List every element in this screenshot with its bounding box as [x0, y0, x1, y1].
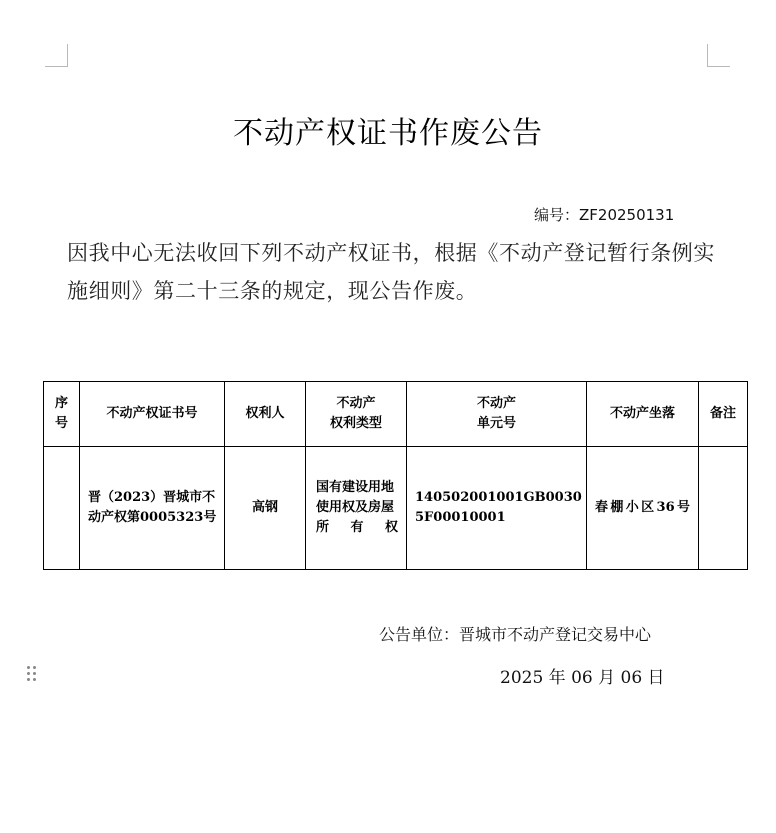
cell-remark	[699, 447, 748, 570]
document-number: 编号：ZF20250131	[534, 206, 675, 224]
header-cert-no: 不动产权证书号	[80, 382, 225, 447]
header-seq	[44, 382, 80, 447]
header-right-type-line1: 不动产	[336, 396, 376, 411]
table-row	[44, 447, 748, 570]
cell-unit-no: 140502001001GB00305F00010001	[407, 447, 587, 570]
header-seq-line2: 号	[54, 416, 68, 431]
table-header-row	[44, 382, 748, 447]
cell-right-type: 国有建设用地使用权及房屋所有权	[306, 447, 407, 570]
header-unit-no-line1: 不动产	[476, 396, 516, 411]
certificate-table	[43, 381, 748, 570]
header-seq-line1: 序	[54, 396, 68, 411]
header-owner: 权利人	[225, 382, 306, 447]
announcement-body: 因我中心无法收回下列不动产权证书，根据《不动产登记暂行条例实施细则》第二十三条的规定，现公告作废。	[67, 241, 715, 303]
header-remark: 备注	[699, 382, 748, 447]
header-right-type	[306, 382, 407, 447]
header-unit-no	[407, 382, 587, 447]
cell-cert-no: 晋（2023）晋城市不动产权第0005323号	[80, 447, 225, 570]
page-corner-top-left-icon	[45, 44, 68, 67]
page-corner-top-right-icon	[707, 44, 730, 67]
page-title: 不动产权证书作废公告	[233, 116, 543, 151]
header-unit-no-line2: 单元号	[476, 416, 516, 431]
cell-location: 春棚小区36号	[587, 447, 699, 570]
header-location: 不动产坐落	[587, 382, 699, 447]
drag-handle-icon[interactable]	[27, 666, 37, 682]
header-right-type-line2: 权利类型	[329, 416, 382, 431]
cell-owner: 高钢	[225, 447, 306, 570]
cell-seq	[44, 447, 80, 570]
announcement-date: 2025 年 06 月 06 日	[500, 668, 665, 688]
signer-unit: 公告单位：晋城市不动产登记交易中心	[379, 625, 652, 644]
